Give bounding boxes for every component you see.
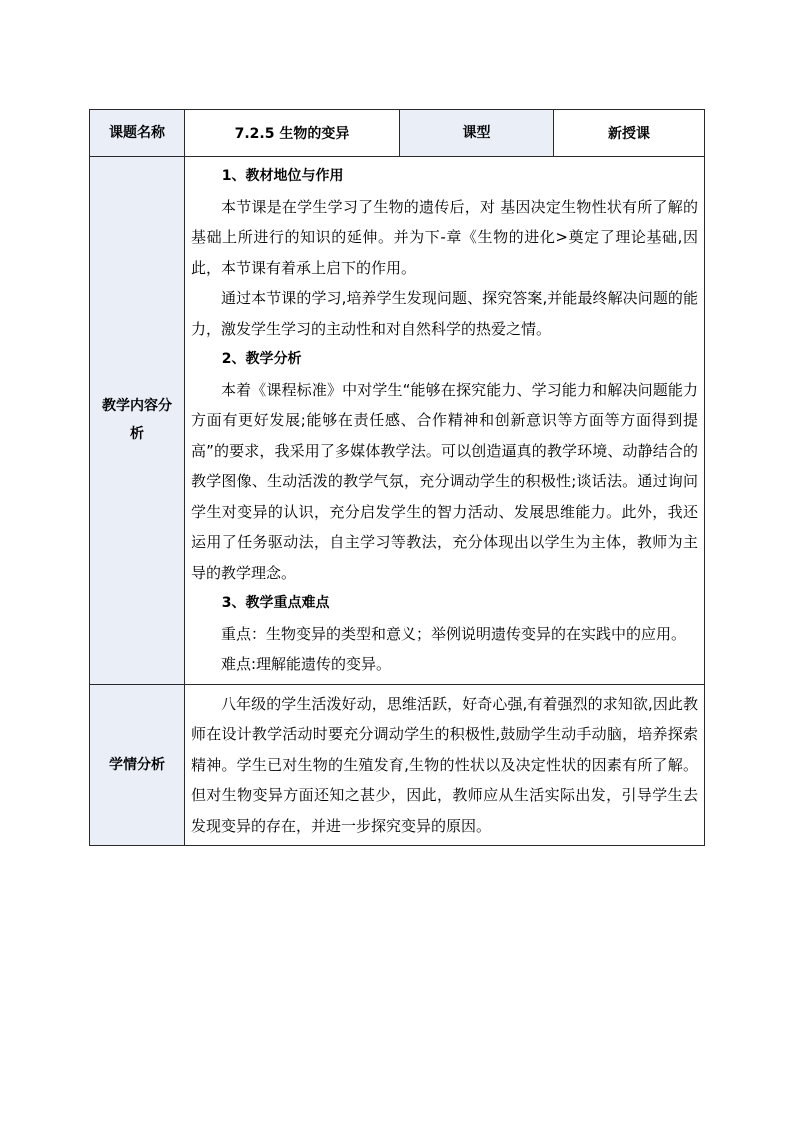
course-type-label: 课型 bbox=[400, 110, 554, 157]
paragraph: 本节课是在学生学习了生物的遗传后，对 基因决定生物性状有所了解的基础上所进行的知识的延伸。并为下-章《生物的进化>奠定了理论基础,因此，本节课有着承上启下的作用。 bbox=[191, 197, 698, 277]
lesson-plan-table bbox=[89, 109, 705, 846]
course-type-value: 新授课 bbox=[554, 110, 705, 157]
student-analysis-body bbox=[185, 684, 705, 846]
paragraph: 本着《课程标准》中对学生“能够在探究能力、学习能力和解决问题能力方面有更好发展;能够在责任感、合作精神和创新意识等方面等方面得到提高”的要求，我采用了多媒体教学法。可以创造逼真的教学环境、动静结合的教学图像、生动活泼的教学气氛，充分调动学生的积极性;谈话法。通过询问学生对变异的认识，充分启发学生的智力活动、发展思维能力。此外，我还运用了任务驱动法，自主学习等教法，充分体现出以学生为主体，教师为主导的教学理念。 bbox=[191, 380, 698, 582]
content-analysis-body bbox=[185, 157, 705, 685]
header-row bbox=[90, 110, 705, 157]
content-analysis-label: 教学内容分析 bbox=[102, 398, 172, 443]
paragraph: 难点:理解能遗传的变异。 bbox=[221, 655, 392, 673]
paragraph: 通过本节课的学习,培养学生发现问题、探究答案,并能最终解决问题的能力，激发学生学习的主动性和对自然科学的热爱之情。 bbox=[191, 289, 698, 338]
course-name-value: 7.2.5 生物的变异 bbox=[185, 110, 400, 157]
course-name-label: 课题名称 bbox=[90, 110, 185, 157]
content-analysis-label-cell bbox=[90, 157, 185, 685]
content-analysis-row bbox=[90, 157, 705, 685]
paragraph: 八年级的学生活泼好动，思维活跃，好奇心强,有着强烈的求知欲,因此教师在设计教学活动时要充分调动学生的积极性,鼓励学生动手动脑，培养探索精神。学生已对生物的生殖发育,生物的性状以及决定性状的因素有所了解。但对生物变异方面还知之甚少，因此，教师应从生活实际出发，引导学生去发现变异的存在，并进一步探究变异的原因。 bbox=[191, 694, 698, 835]
paragraph: 重点：生物变异的类型和意义；举例说明遗传变异的在实践中的应用。 bbox=[221, 624, 687, 643]
section-heading: 2、教学分析 bbox=[221, 351, 302, 367]
student-analysis-row bbox=[90, 684, 705, 846]
student-analysis-label: 学情分析 bbox=[90, 684, 185, 846]
section-heading: 1、教材地位与作用 bbox=[221, 168, 344, 184]
section-heading: 3、教学重点难点 bbox=[221, 595, 330, 611]
